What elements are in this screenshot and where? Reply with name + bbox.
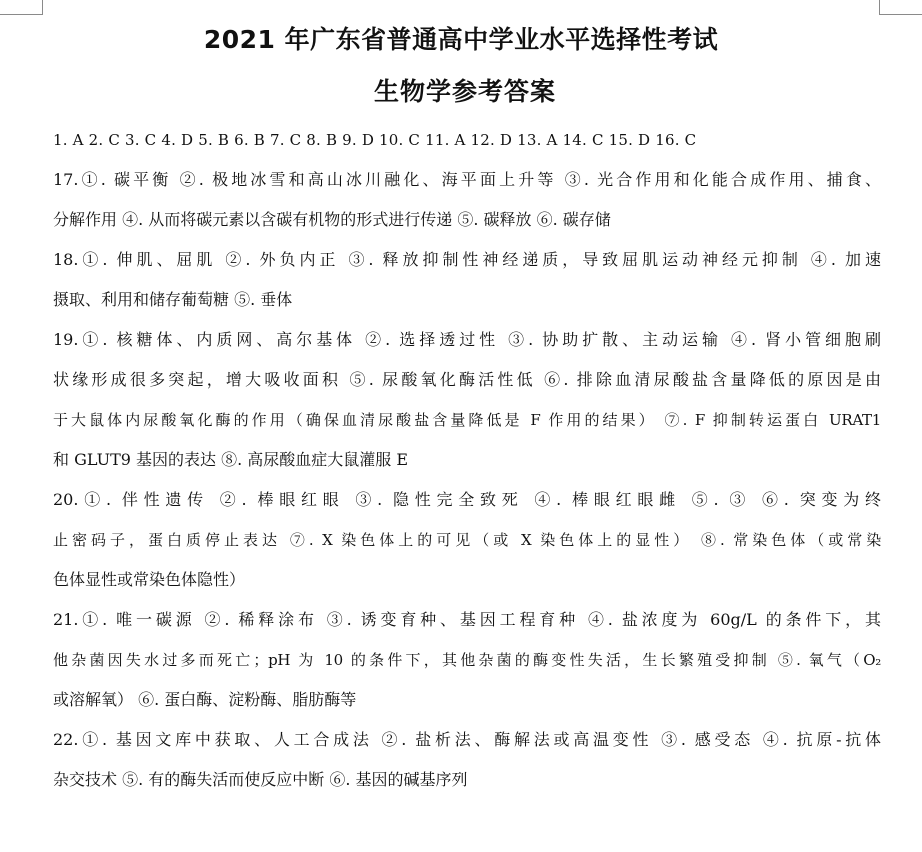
q17-line-1: 17.①. 碳平衡 ②. 极地冰雪和高山冰川融化、海平面上升等 ③. 光合作用和化能合成作用、捕食、 bbox=[53, 170, 881, 189]
q18-line-2: 摄取、利用和储存葡萄糖 ⑤. 垂体 bbox=[53, 290, 293, 309]
q20-line-1: 20.①. 伴性遗传 ②. 棒眼红眼 ③. 隐性完全致死 ④. 棒眼红眼雌 ⑤. ③ ⑥. 突变为终 bbox=[53, 490, 881, 509]
q21-line-1: 21.①. 唯一碳源 ②. 稀释涂布 ③. 诱变育种、基因工程育种 ④. 盐浓度为 60g/L 的条件下，其 bbox=[53, 610, 881, 629]
q21-line-2: 他杂菌因失水过多而死亡；pH 为 10 的条件下，其他杂菌的酶变性失活，生长繁殖受抑制 ⑤. 氧气（O₂ bbox=[53, 651, 881, 669]
q19-line-4: 和 GLUT9 基因的表达 ⑧. 高尿酸血症大鼠灌服 E bbox=[53, 450, 409, 469]
document-title: 2021 年广东省普通高中学业水平选择性考试 bbox=[203, 25, 719, 54]
answer-body bbox=[53, 120, 881, 800]
q19-line-1: 19.①. 核糖体、内质网、高尔基体 ②. 选择透过性 ③. 协助扩散、主动运输 ④. 肾小管细胞刷 bbox=[53, 330, 881, 349]
q21-line-3: 或溶解氧） ⑥. 蛋白酶、淀粉酶、脂肪酶等 bbox=[53, 690, 357, 709]
page-corner-mark-left bbox=[0, 0, 43, 15]
page-corner-mark-right bbox=[879, 0, 922, 15]
q20-line-2: 止密码子，蛋白质停止表达 ⑦. X 染色体上的可见（或 X 染色体上的显性） ⑧. 常染色体（或常染 bbox=[53, 531, 881, 549]
q22-line-1: 22.①. 基因文库中获取、人工合成法 ②. 盐析法、酶解法或高温变性 ③. 感受态 ④. 抗原-抗体 bbox=[53, 730, 881, 749]
q17-line-2: 分解作用 ④. 从而将碳元素以含碳有机物的形式进行传递 ⑤. 碳释放 ⑥. 碳存储 bbox=[53, 210, 611, 229]
q22-line-2: 杂交技术 ⑤. 有的酶失活而使反应中断 ⑥. 基因的碱基序列 bbox=[53, 770, 468, 789]
q20-line-3: 色体显性或常染色体隐性） bbox=[53, 570, 246, 589]
q19-line-2: 状缘形成很多突起，增大吸收面积 ⑤. 尿酸氧化酶活性低 ⑥. 排除血清尿酸盐含量降低的原因是由 bbox=[53, 370, 881, 389]
q18-line-1: 18.①. 伸肌、屈肌 ②. 外负内正 ③. 释放抑制性神经递质，导致屈肌运动神经元抑制 ④. 加速 bbox=[53, 250, 881, 269]
q19-line-3: 于大鼠体内尿酸氧化酶的作用（确保血清尿酸盐含量降低是 F 作用的结果） ⑦. F 抑制转运蛋白 URAT1 bbox=[53, 411, 881, 429]
mcq-answers-line: 1. A 2. C 3. C 4. D 5. B 6. B 7. C 8. B 9. D 10. C 11. A 12. D 13. A 14. C 15. D 16. C bbox=[53, 131, 697, 149]
document-subtitle: 生物学参考答案 bbox=[373, 77, 556, 106]
